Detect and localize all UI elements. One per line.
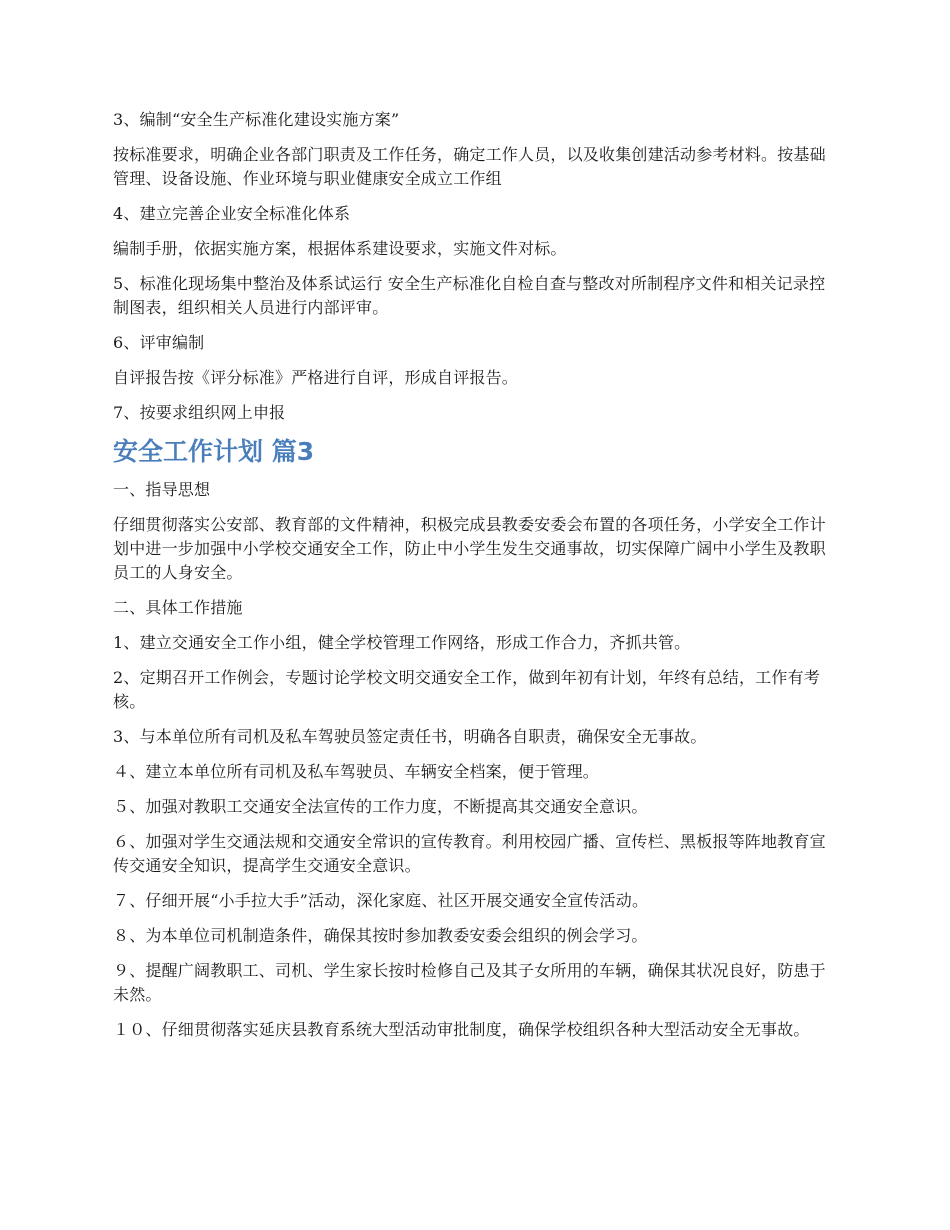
measure-item-6: ６、加强对学生交通法规和交通安全常识的宣传教育。利用校园广播、宣传栏、黑板报等阵地教育宣传交通安全知识，提高学生交通安全意识。: [113, 832, 826, 875]
document-page: [113, 108, 841, 1053]
measure-item-3: 3、与本单位所有司机及私车驾驶员签定责任书，明确各自职责，确保安全无事故。: [113, 727, 707, 746]
section-heading: 安全工作计划 篇3: [113, 437, 315, 466]
paragraph-item-3-title: 3、编制“安全生产标准化建设实施方案”: [113, 110, 400, 129]
measure-item-7: ７、仔细开展“小手拉大手”活动，深化家庭、社区开展交通安全宣传活动。: [113, 891, 649, 910]
paragraph-item-7: 7、按要求组织网上申报: [113, 403, 286, 422]
measure-item-8: ８、为本单位司机制造条件，确保其按时参加教委安委会组织的例会学习。: [113, 926, 648, 945]
paragraph-item-3-body: 按标准要求，明确企业各部门职责及工作任务，确定工作人员，以及收集创建活动参考材料。按基础管理、设备设施、作业环境与职业健康安全成立工作组: [113, 145, 826, 188]
section-guiding-ideology-body: 仔细贯彻落实公安部、教育部的文件精神，积极完成县教委安委会布置的各项任务，小学安全工作计划中进一步加强中小学校交通安全工作，防止中小学生发生交通事故，切实保障广阔中小学生及教职员工的人身安全。: [113, 515, 826, 582]
measure-item-10: １０、仔细贯彻落实延庆县教育系统大型活动审批制度，确保学校组织各种大型活动安全无事故。: [113, 1020, 810, 1039]
paragraph-item-5: 5、标准化现场集中整治及体系试运行 安全生产标准化自检自查与整改对所制程序文件和相关记录控制图表，组织相关人员进行内部评审。: [113, 274, 826, 317]
measure-item-4: ４、建立本单位所有司机及私车驾驶员、车辆安全档案，便于管理。: [113, 762, 600, 781]
section-guiding-ideology-title: 一、指导思想: [113, 480, 211, 499]
measure-item-2: 2、定期召开工作例会，专题讨论学校文明交通安全工作，做到年初有计划，年终有总结，工作有考核。: [113, 668, 820, 711]
paragraph-item-4-body: 编制手册，依据实施方案，根据体系建设要求，实施文件对标。: [113, 239, 567, 258]
measure-item-5: ５、加强对教职工交通安全法宣传的工作力度，不断提高其交通安全意识。: [113, 797, 648, 816]
section-measures-title: 二、具体工作措施: [113, 598, 243, 617]
paragraph-item-6-body: 自评报告按《评分标准》严格进行自评，形成自评报告。: [113, 368, 519, 387]
paragraph-item-4-title: 4、建立完善企业安全标准化体系: [113, 204, 351, 223]
measure-item-9: ９、提醒广阔教职工、司机、学生家长按时检修自己及其子女所用的车辆，确保其状况良好，防患于未然。: [113, 961, 826, 1004]
measure-item-1: 1、建立交通安全工作小组，健全学校管理工作网络，形成工作合力，齐抓共管。: [113, 633, 691, 652]
paragraph-item-6-title: 6、评审编制: [113, 333, 205, 352]
